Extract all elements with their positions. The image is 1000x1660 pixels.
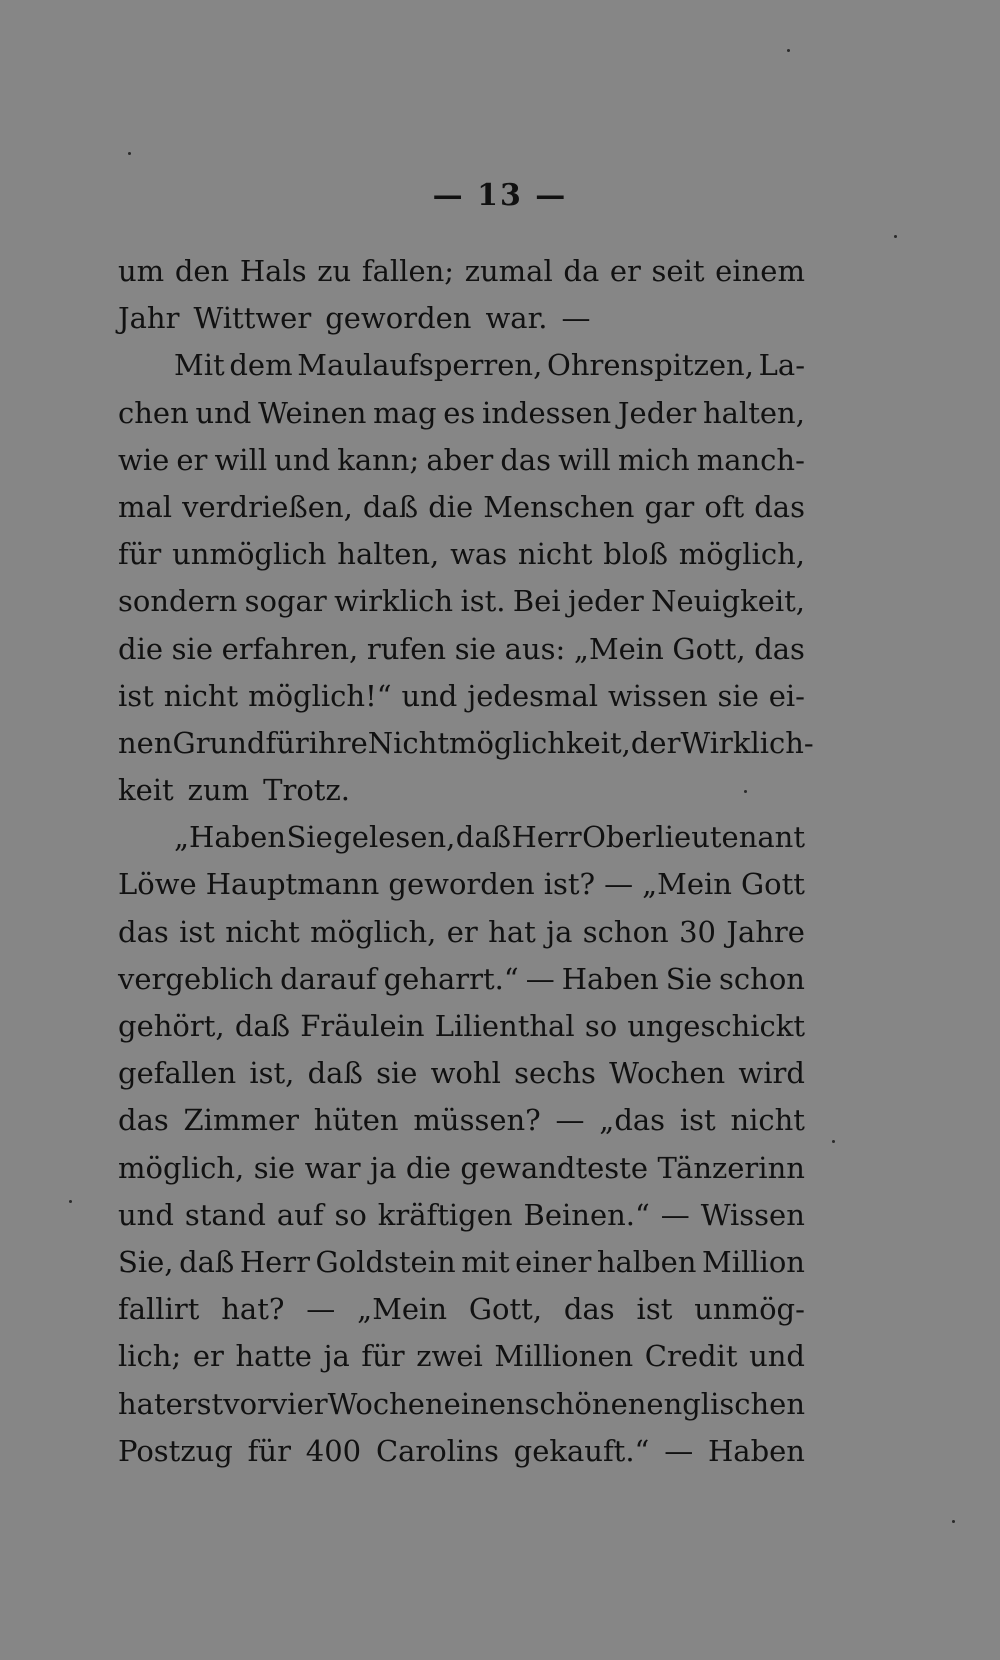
word: Haben bbox=[708, 1433, 805, 1468]
word: „Mein bbox=[642, 867, 732, 902]
text-line bbox=[118, 390, 805, 437]
word: La- bbox=[758, 348, 805, 383]
word: nicht bbox=[517, 537, 593, 572]
word: ja bbox=[546, 914, 573, 949]
word: schon bbox=[719, 961, 805, 996]
word: verdrießen, bbox=[182, 489, 353, 524]
word: einem bbox=[715, 254, 805, 288]
word: unmöglich bbox=[172, 537, 327, 572]
word: Wochen bbox=[609, 1056, 726, 1091]
word: gewandteste bbox=[460, 1150, 648, 1185]
text-line bbox=[118, 1381, 805, 1428]
word: das bbox=[754, 631, 805, 666]
word: stand bbox=[184, 1197, 266, 1232]
word: für bbox=[118, 537, 162, 572]
word: er bbox=[609, 254, 641, 288]
text-line bbox=[118, 861, 805, 908]
word: zum bbox=[187, 773, 250, 808]
text-line bbox=[118, 673, 805, 720]
word: gefallen bbox=[118, 1056, 237, 1091]
word: 400 bbox=[305, 1433, 362, 1468]
word: Grund bbox=[172, 725, 266, 760]
word: kräftigen bbox=[377, 1197, 513, 1232]
word: Tänzerinn bbox=[657, 1150, 805, 1185]
text-line bbox=[118, 248, 805, 295]
word: das bbox=[563, 1292, 615, 1327]
word: mich bbox=[617, 442, 690, 477]
word: hat? bbox=[221, 1292, 285, 1327]
word: mal bbox=[118, 489, 173, 524]
word: es bbox=[443, 395, 476, 430]
word: müssen? bbox=[413, 1103, 541, 1138]
scan-speck bbox=[744, 790, 747, 793]
word: Gott, bbox=[468, 1292, 543, 1327]
word: Millionen bbox=[494, 1339, 634, 1374]
word: Weinen bbox=[258, 395, 367, 430]
word: die bbox=[405, 1150, 451, 1185]
word: halben bbox=[596, 1244, 697, 1279]
word: Gott bbox=[741, 867, 805, 902]
word: sie bbox=[253, 1150, 296, 1185]
word: jeder bbox=[567, 584, 644, 619]
word: war bbox=[304, 1150, 361, 1185]
word: ist bbox=[118, 678, 154, 713]
text-line bbox=[118, 437, 805, 484]
word: will bbox=[214, 442, 268, 477]
word: möglich, bbox=[118, 1150, 245, 1185]
word: ei- bbox=[768, 678, 805, 713]
word: Mit bbox=[174, 348, 225, 383]
word: aus: bbox=[504, 631, 566, 666]
word: lich; bbox=[118, 1339, 182, 1374]
word: seit bbox=[651, 254, 705, 288]
word: erst bbox=[165, 1386, 224, 1421]
text-line bbox=[118, 1145, 805, 1192]
text-line bbox=[118, 1003, 805, 1050]
word: sechs bbox=[514, 1056, 596, 1091]
word: kann; bbox=[337, 442, 420, 477]
word: für bbox=[265, 725, 309, 760]
word: keit bbox=[118, 773, 174, 808]
text-line bbox=[118, 956, 805, 1003]
word: Menschen bbox=[483, 489, 635, 524]
word: ist. bbox=[460, 584, 506, 619]
word: Neuigkeit, bbox=[651, 584, 805, 619]
word: geworden bbox=[388, 867, 535, 902]
word: aber bbox=[426, 442, 494, 477]
word: mag bbox=[373, 395, 437, 430]
word: Sie, bbox=[118, 1244, 174, 1279]
word: Herr bbox=[239, 1244, 311, 1279]
word: jedesmal bbox=[467, 678, 599, 713]
word: und bbox=[749, 1339, 805, 1374]
word: „Mein bbox=[573, 631, 664, 666]
word: das bbox=[118, 914, 169, 949]
word: war. bbox=[485, 301, 548, 336]
word: daß bbox=[179, 1244, 235, 1279]
word: „das bbox=[599, 1103, 666, 1138]
word: daß bbox=[455, 820, 512, 855]
word: was bbox=[450, 537, 508, 572]
scan-speck bbox=[952, 1520, 955, 1523]
scan-speck bbox=[69, 1200, 72, 1203]
word: oft bbox=[704, 489, 745, 524]
scan-speck bbox=[787, 49, 790, 52]
word: Ohrenspitzen, bbox=[547, 348, 754, 383]
word: mit bbox=[461, 1244, 510, 1279]
word: Hals bbox=[239, 254, 307, 288]
word: — bbox=[306, 1292, 336, 1327]
word: Wittwer bbox=[193, 301, 312, 336]
word: das bbox=[500, 442, 552, 477]
word: geworden bbox=[325, 301, 472, 336]
word: Jeder bbox=[617, 395, 697, 430]
word: ist bbox=[636, 1292, 673, 1327]
word: fallen; bbox=[361, 254, 455, 288]
word: hüten bbox=[313, 1103, 399, 1138]
word: chen bbox=[118, 395, 189, 430]
word: bloß bbox=[603, 537, 668, 572]
word: ihre bbox=[308, 725, 368, 760]
word: das bbox=[754, 489, 805, 524]
word: sie bbox=[376, 1056, 418, 1091]
word: Bei bbox=[512, 584, 561, 619]
word: Löwe bbox=[118, 867, 197, 902]
word: für bbox=[247, 1433, 291, 1468]
word: Carolins bbox=[375, 1433, 499, 1468]
word: Haben bbox=[561, 961, 659, 996]
scan-speck bbox=[832, 1140, 835, 1143]
word: — bbox=[664, 1433, 694, 1468]
word: auf bbox=[276, 1197, 324, 1232]
word: er bbox=[192, 1339, 224, 1374]
word: will bbox=[558, 442, 611, 477]
text-line bbox=[118, 1050, 805, 1097]
word: Jahre bbox=[726, 914, 805, 949]
word: er bbox=[176, 442, 208, 477]
word: hat bbox=[118, 1386, 166, 1421]
word: Herr bbox=[511, 820, 582, 855]
text-line bbox=[118, 342, 805, 389]
word: Hauptmann bbox=[205, 867, 380, 902]
word: „Mein bbox=[357, 1292, 448, 1327]
word: — bbox=[555, 1103, 585, 1138]
text-line bbox=[118, 720, 814, 767]
word: ist bbox=[679, 1103, 716, 1138]
word: ja bbox=[370, 1150, 397, 1185]
text-line bbox=[118, 814, 805, 861]
word: vor bbox=[223, 1386, 271, 1421]
text-line bbox=[118, 295, 805, 342]
text-line bbox=[118, 531, 805, 578]
word: Trotz. bbox=[263, 773, 350, 808]
scan-speck bbox=[894, 235, 897, 238]
word: halten, bbox=[703, 395, 805, 430]
word: Fräulein bbox=[300, 1009, 425, 1043]
word: nicht bbox=[730, 1103, 805, 1138]
word: hat bbox=[488, 914, 536, 949]
word: halten, bbox=[337, 537, 440, 572]
word: die bbox=[118, 631, 164, 666]
word: sie bbox=[454, 631, 497, 666]
word: Oberlieutenant bbox=[582, 820, 805, 855]
word: geharrt.“ bbox=[383, 961, 519, 996]
word: daß bbox=[362, 489, 419, 524]
word: und bbox=[274, 442, 331, 477]
word: Wissen bbox=[700, 1197, 805, 1232]
word: hatte bbox=[235, 1339, 312, 1374]
text-line bbox=[118, 1239, 805, 1286]
word: einer bbox=[515, 1244, 592, 1279]
word: Beinen.“ bbox=[523, 1197, 650, 1232]
word: und bbox=[195, 395, 252, 430]
word: zu bbox=[317, 254, 352, 288]
word: erfahren, bbox=[221, 631, 359, 666]
word: Sie bbox=[286, 820, 333, 855]
word: ist bbox=[179, 914, 215, 949]
word: nicht bbox=[163, 678, 239, 713]
word: sogar bbox=[244, 584, 327, 619]
word: vier bbox=[270, 1386, 328, 1421]
word: Wochen bbox=[327, 1386, 444, 1421]
word: gar bbox=[644, 489, 695, 524]
text-line bbox=[118, 578, 805, 625]
word: — bbox=[660, 1197, 690, 1232]
word: Jahr bbox=[118, 301, 180, 336]
word: ungeschickt bbox=[627, 1009, 805, 1043]
word: schönen bbox=[524, 1386, 647, 1421]
word: die bbox=[428, 489, 474, 524]
word: Gott, bbox=[672, 631, 746, 666]
word: darauf bbox=[280, 961, 377, 996]
text-line bbox=[118, 1333, 805, 1380]
word: Nichtmöglichkeit, bbox=[367, 725, 631, 760]
word: nen bbox=[118, 725, 173, 760]
word: indessen bbox=[481, 395, 612, 430]
word: englischen bbox=[646, 1386, 805, 1421]
word: er bbox=[446, 914, 478, 949]
word: wohl bbox=[430, 1056, 501, 1091]
word: Goldstein bbox=[315, 1244, 456, 1279]
body-text bbox=[118, 248, 814, 1475]
word: möglich, bbox=[678, 537, 805, 572]
word: daß bbox=[307, 1056, 363, 1091]
scan-speck bbox=[128, 152, 131, 155]
word: Million bbox=[702, 1244, 805, 1279]
word: so bbox=[334, 1197, 367, 1232]
word: das bbox=[118, 1103, 169, 1138]
word: zwei bbox=[416, 1339, 483, 1374]
word: für bbox=[361, 1339, 405, 1374]
word: sondern bbox=[118, 584, 238, 619]
word: 30 bbox=[679, 914, 716, 949]
word: schon bbox=[582, 914, 669, 949]
text-line bbox=[118, 484, 805, 531]
word: gehört, bbox=[118, 1009, 225, 1043]
word: vergeblich bbox=[118, 961, 274, 996]
word: dem bbox=[229, 348, 293, 383]
word: Maulaufsperren, bbox=[297, 348, 543, 383]
word: einen bbox=[443, 1386, 525, 1421]
word: sie bbox=[171, 631, 213, 666]
word: manch- bbox=[696, 442, 805, 477]
page-number: — 13 — bbox=[432, 178, 568, 213]
word: den bbox=[174, 254, 230, 288]
text-line bbox=[118, 767, 805, 814]
text-line bbox=[118, 1192, 805, 1239]
word: — bbox=[561, 301, 591, 336]
word: unmög- bbox=[694, 1292, 805, 1327]
text-line bbox=[118, 626, 805, 673]
word: wissen bbox=[607, 678, 708, 713]
word: da bbox=[563, 254, 600, 288]
word: ja bbox=[323, 1339, 350, 1374]
word: gelesen, bbox=[333, 820, 456, 855]
text-line bbox=[118, 909, 805, 956]
word: der bbox=[630, 725, 681, 760]
word: Zimmer bbox=[183, 1103, 299, 1138]
word: möglich, bbox=[310, 914, 437, 949]
word: gekauft.“ bbox=[513, 1433, 650, 1468]
text-line bbox=[118, 1097, 805, 1144]
word: nicht bbox=[225, 914, 300, 949]
word: ist? bbox=[543, 867, 596, 902]
word: — bbox=[525, 961, 555, 996]
word: und bbox=[118, 1197, 174, 1232]
word: wirklich bbox=[334, 584, 454, 619]
word: möglich!“ bbox=[248, 678, 392, 713]
word: daß bbox=[234, 1009, 291, 1043]
word: sie bbox=[717, 678, 759, 713]
word: und bbox=[401, 678, 458, 713]
word: um bbox=[118, 254, 165, 288]
word: Postzug bbox=[118, 1433, 233, 1468]
word: Lilienthal bbox=[434, 1009, 575, 1043]
word: Sie bbox=[665, 961, 713, 996]
word: Wirklich- bbox=[680, 725, 814, 760]
word: wie bbox=[118, 442, 170, 477]
word: zumal bbox=[464, 254, 553, 288]
word: so bbox=[584, 1009, 618, 1043]
text-line bbox=[118, 1286, 805, 1333]
word: wird bbox=[738, 1056, 805, 1091]
word: ist, bbox=[249, 1056, 295, 1091]
text-line bbox=[118, 1428, 805, 1475]
word: fallirt bbox=[118, 1292, 200, 1327]
word: Credit bbox=[644, 1339, 738, 1374]
word: — bbox=[604, 867, 634, 902]
word: rufen bbox=[366, 631, 447, 666]
word: „Haben bbox=[174, 820, 287, 855]
